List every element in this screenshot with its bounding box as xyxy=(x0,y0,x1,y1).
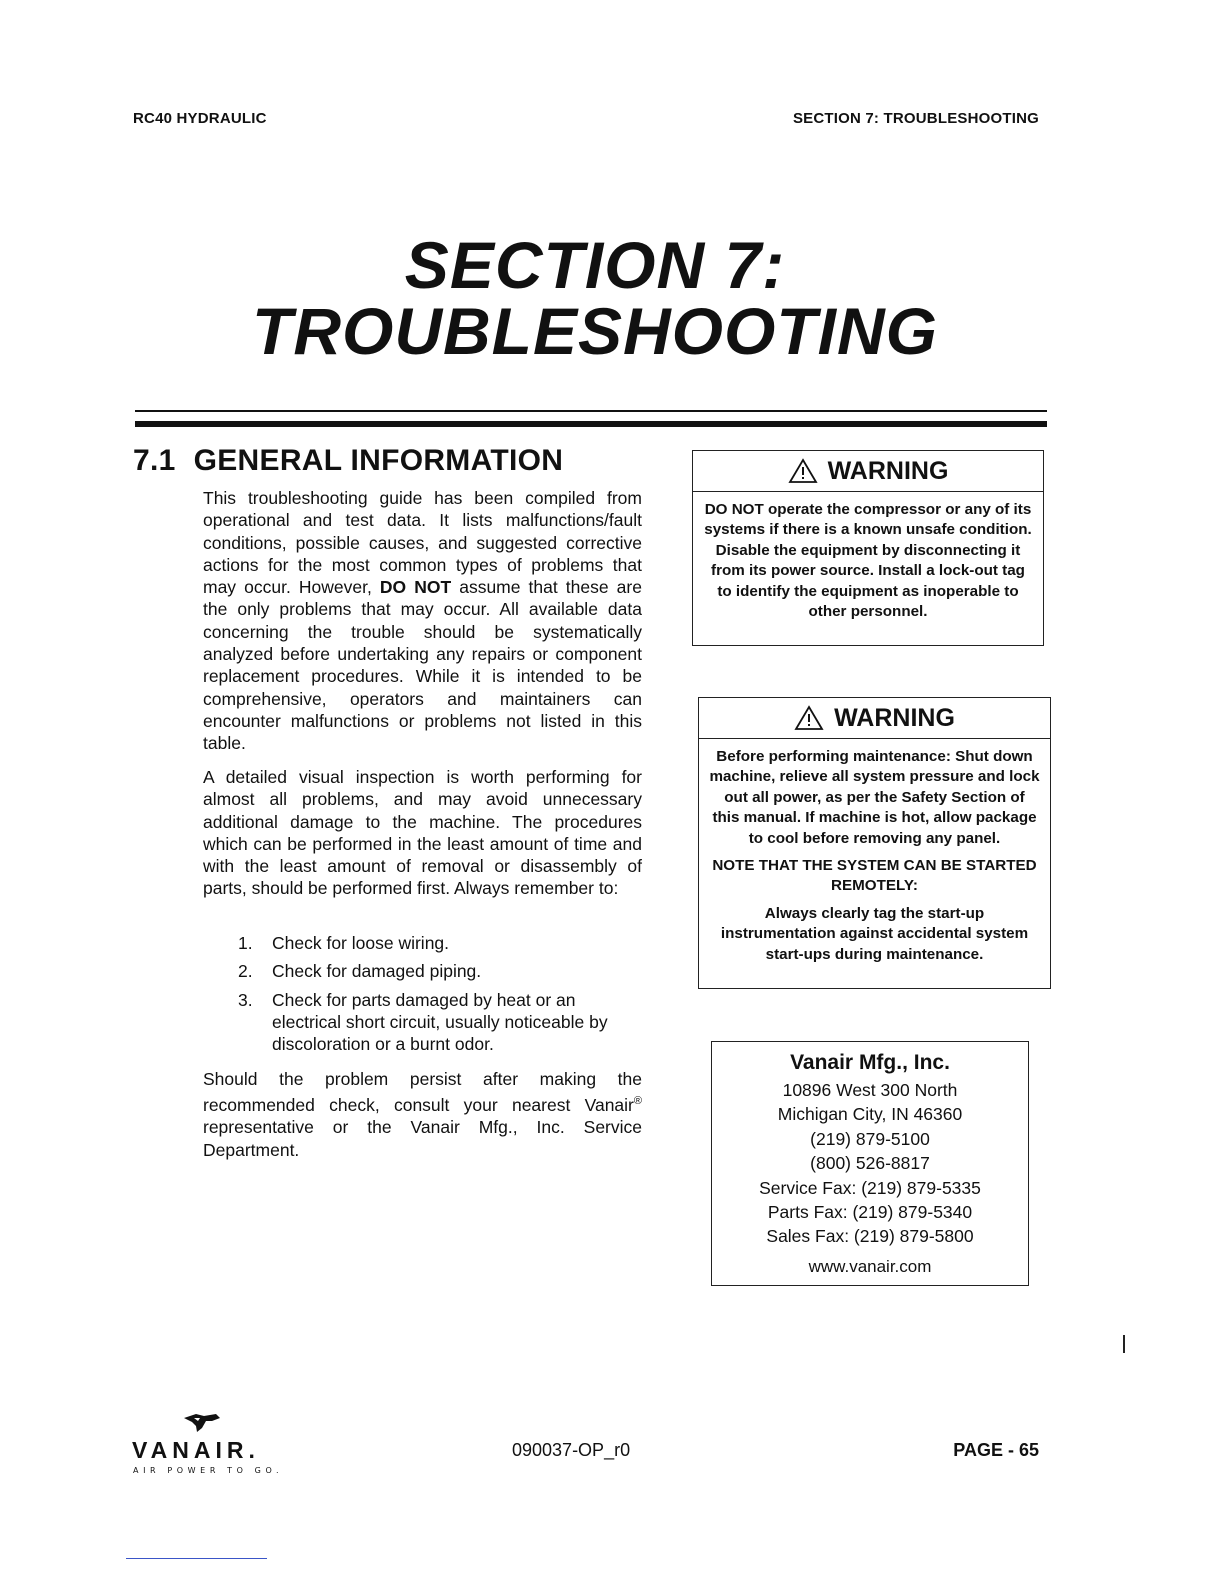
phone-number: (219) 879-5100 xyxy=(810,1128,930,1149)
registered-mark: ® xyxy=(633,1095,642,1108)
list-item xyxy=(238,960,638,982)
section-title: GENERAL INFORMATION xyxy=(193,444,564,477)
warning-text: DO NOT operate the compressor or any of its systems if there is a known unsafe condition. Disable the equipment by disconnecting it from its power source. Install a lock-out tag to identify the equipment as inoperable to other personnel. xyxy=(704,501,1032,621)
logo-wordmark: VANAIR. xyxy=(132,1437,260,1463)
document-id: 090037-OP_r0 xyxy=(512,1440,631,1460)
vanair-logo-icon xyxy=(182,1412,222,1434)
running-header-right: SECTION 7: TROUBLESHOOTING xyxy=(792,110,1039,127)
contact-box xyxy=(711,1041,1029,1286)
warning-note: NOTE THAT THE SYSTEM CAN BE STARTED REMOTELY: xyxy=(712,857,1037,895)
logo-tagline: AIR POWER TO GO. xyxy=(133,1466,284,1475)
website-link[interactable]: www.vanair.com xyxy=(808,1256,932,1276)
warning-text: Always clearly tag the start-up instrumentation against accidental system start-ups during maintenance. xyxy=(720,904,1029,963)
warning-label: WARNING xyxy=(834,703,955,732)
intro-text-emphasis: DO NOT xyxy=(379,577,452,598)
running-header-left: RC40 HYDRAULIC xyxy=(133,110,267,127)
list-item-number: 1. xyxy=(238,933,253,953)
inspection-text: A detailed visual inspection is worth performing for almost all problems, and may avoid unnecessary additional damage to the machine. The procedures which can be performed in the least amount of time and with the least amount of removal or disassembly of parts, should be performed first. Always remember to: xyxy=(203,767,642,899)
intro-text-a: This troubleshooting guide has been compiled from operational and test data. It lists malfunctions/fault conditions, possible causes, and suggested corrective actions for the most common types of problems that may occur. However, xyxy=(203,488,642,598)
contact-text-a: Should the problem persist after making the recommended check, consult your nearest Vanair xyxy=(203,1069,642,1116)
footnote-rule xyxy=(126,1558,267,1559)
section-number: 7.1 xyxy=(133,444,176,477)
inspection-paragraph xyxy=(203,766,642,900)
title-divider-thick xyxy=(135,421,1047,427)
page-title-line2: TROUBLESHOOTING xyxy=(252,294,938,368)
address-line: 10896 West 300 North xyxy=(782,1080,958,1100)
warning-header xyxy=(699,698,1050,739)
list-item-text: Check for damaged piping. xyxy=(272,961,482,982)
parts-fax: Parts Fax: (219) 879-5340 xyxy=(767,1202,973,1223)
sales-fax: Sales Fax: (219) 879-5800 xyxy=(766,1226,974,1247)
list-item xyxy=(238,932,638,954)
phone-number: (800) 526-8817 xyxy=(810,1153,930,1174)
warning-box-maintenance xyxy=(698,697,1051,989)
warning-header xyxy=(693,451,1043,492)
intro-paragraph xyxy=(203,487,642,755)
warning-triangle-icon xyxy=(794,705,824,731)
company-name: Vanair Mfg., Inc. xyxy=(790,1051,950,1074)
section-heading xyxy=(133,444,563,478)
list-item-number: 2. xyxy=(238,961,253,982)
page-title-line1: SECTION 7: xyxy=(404,228,786,302)
contact-text-b: representative or the Vanair Mfg., Inc. Service Department. xyxy=(203,1117,642,1160)
list-item-text: Check for parts damaged by heat or an electrical short circuit, usually noticeable by discoloration or a burnt odor. xyxy=(272,989,608,1055)
warning-body xyxy=(693,492,1043,630)
list-item xyxy=(238,989,638,1056)
service-fax: Service Fax: (219) 879-5335 xyxy=(759,1177,981,1198)
check-list xyxy=(238,932,638,1061)
intro-text-b: assume that these are the only problems that may occur. All available data concerning the trouble should be systematically analyzed before undertaking any repairs or component replacement procedures. While it is intended to be comprehensive, operators and maintainers can encounter malfunctions or problems not listed in this table. xyxy=(203,577,642,754)
address-line: Michigan City, IN 46360 xyxy=(777,1104,963,1125)
page-number: PAGE - 65 xyxy=(953,1440,1039,1460)
warning-box-lockout xyxy=(692,450,1044,646)
contact-paragraph xyxy=(203,1068,642,1161)
margin-mark xyxy=(1123,1335,1125,1353)
warning-label: WARNING xyxy=(827,456,949,485)
list-item-number: 3. xyxy=(238,989,253,1010)
title-divider-thin xyxy=(135,410,1047,412)
warning-text: Before performing maintenance: Shut down machine, relieve all system pressure and lock out all power, as per the Safety Section of this manual. If machine is hot, allow package to cool before removing any panel. xyxy=(709,748,1040,847)
warning-body xyxy=(699,739,1050,973)
warning-triangle-icon xyxy=(788,458,818,484)
list-item-text: Check for loose wiring. xyxy=(272,933,450,953)
